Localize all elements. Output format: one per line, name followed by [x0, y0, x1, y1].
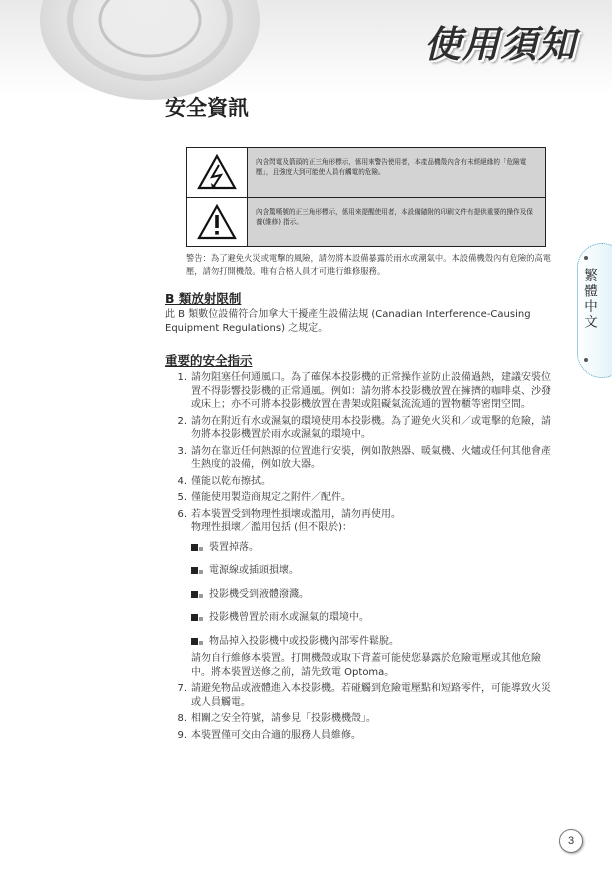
- list-item: 9. 本裝置僅可交由合適的服務人員維修。: [177, 729, 361, 741]
- warning-table: [186, 147, 546, 247]
- square-bullet-icon: [191, 614, 203, 621]
- square-bullet-icon: [191, 638, 203, 645]
- list-item: 3. 請勿在靠近任何熱源的位置進行安裝，例如散熱器、暖氣機、火爐或任何其他會產生熱度的設備，例如放大器。: [177, 445, 551, 470]
- list-item: 7. 請避免物品或液體進入本投影機。若碰觸到危險電壓點和短路零件，可能導致火災或人員觸電。: [177, 683, 551, 708]
- class-b-heading: B 類放射限制: [165, 291, 242, 306]
- bullet-item: 電源線或插頭損壞。: [191, 564, 555, 578]
- warning-text-electric: 內含閃電及箭頭的正三角形標示，係用來警告使用者，本產品機殼內含有未經絕緣的「危險電壓」，且強度大到可能使人員有觸電的危險。: [248, 148, 545, 197]
- safety-instructions-heading: 重要的安全指示: [165, 353, 253, 368]
- class-b-text: 此 B 類數位設備符合加拿大干擾產生設備法規 (Canadian Interference-Causing Equipment Regulations) 之規定。: [165, 309, 531, 334]
- side-dot-top: [584, 256, 588, 260]
- page-title: 安全資訊: [165, 96, 249, 120]
- list-item: 2. 請勿在附近有水或濕氣的環境使用本投影機。為了避免火災和／或電擊的危險，請勿將本投影機置於雨水或濕氣的環境中。: [177, 415, 551, 440]
- list-item: 8. 相關之安全符號，請參見「投影機機殼」。: [177, 713, 376, 724]
- list-item: 1. 請勿阻塞任何通風口。為了確保本投影機的正常操作並防止設備過熱，建議安裝位置不得影響投影機的正常通風。例如：請勿將本投影機放置在擁擠的咖啡桌、沙發或床上；亦不可將本投影機放置在書架或阻礙氣流流通的置物櫃等密閉空間。: [177, 372, 551, 410]
- warning-row-instructions: [187, 197, 545, 247]
- warning-note: 警告：為了避免火災或電擊的風險，請勿將本設備暴露於雨水或潮氣中。本設備機殼內有危險的高電壓，請勿打開機殼。唯有合格人員才可進行維修服務。: [186, 253, 552, 276]
- square-bullet-icon: [191, 567, 203, 574]
- bullet-item: 裝置掉落。: [191, 541, 555, 555]
- list-item: 4. 僅能以乾布擦拭。: [177, 475, 271, 487]
- square-bullet-icon: [191, 544, 203, 551]
- warning-text-instructions: 內含驚嘆號的正三角形標示，係用來提醒使用者，本設備隨附的印刷文件有提供重要的操作及保養(維修) 指示。: [248, 198, 545, 247]
- side-dot-bottom: [584, 358, 588, 362]
- page-number: 3: [559, 829, 583, 853]
- bullet-item: 物品掉入投影機中或投影機內部零件鬆脫。: [191, 635, 555, 649]
- exclamation-warning-icon: [197, 204, 237, 240]
- bullet-item: 投影機曾置於雨水或濕氣的環境中。: [191, 611, 555, 625]
- lightning-warning-icon: [197, 154, 237, 190]
- square-bullet-icon: [191, 591, 203, 598]
- language-tab-label: 繁體中文: [581, 268, 597, 330]
- list-item: 6. 若本裝置受到物理性損壞或濫用，請勿再使用。 物理性損壞／濫用包括 (但不限於)： 裝置掉落。 電源線或插頭損壞。 投影機受到液體潑濺。 投影機曾置於雨水或濕氣的環境中。 物品掉入投影機中或投影機內部零件鬆脫。 請勿自行維修本裝置。打開機殼或取下背蓋可能使您暴露於危險電壓或其他危險中。將本裝置送修之前，請先致電 Optoma。: [165, 508, 555, 680]
- list-item: 5. 僅能使用製造商規定之附件／配件。: [177, 492, 351, 503]
- bullet-item: 投影機受到液體潑濺。: [191, 588, 555, 602]
- warning-row-electric: [187, 148, 545, 197]
- safety-instructions-list: [165, 371, 555, 745]
- header-title: 使用須知: [424, 23, 576, 66]
